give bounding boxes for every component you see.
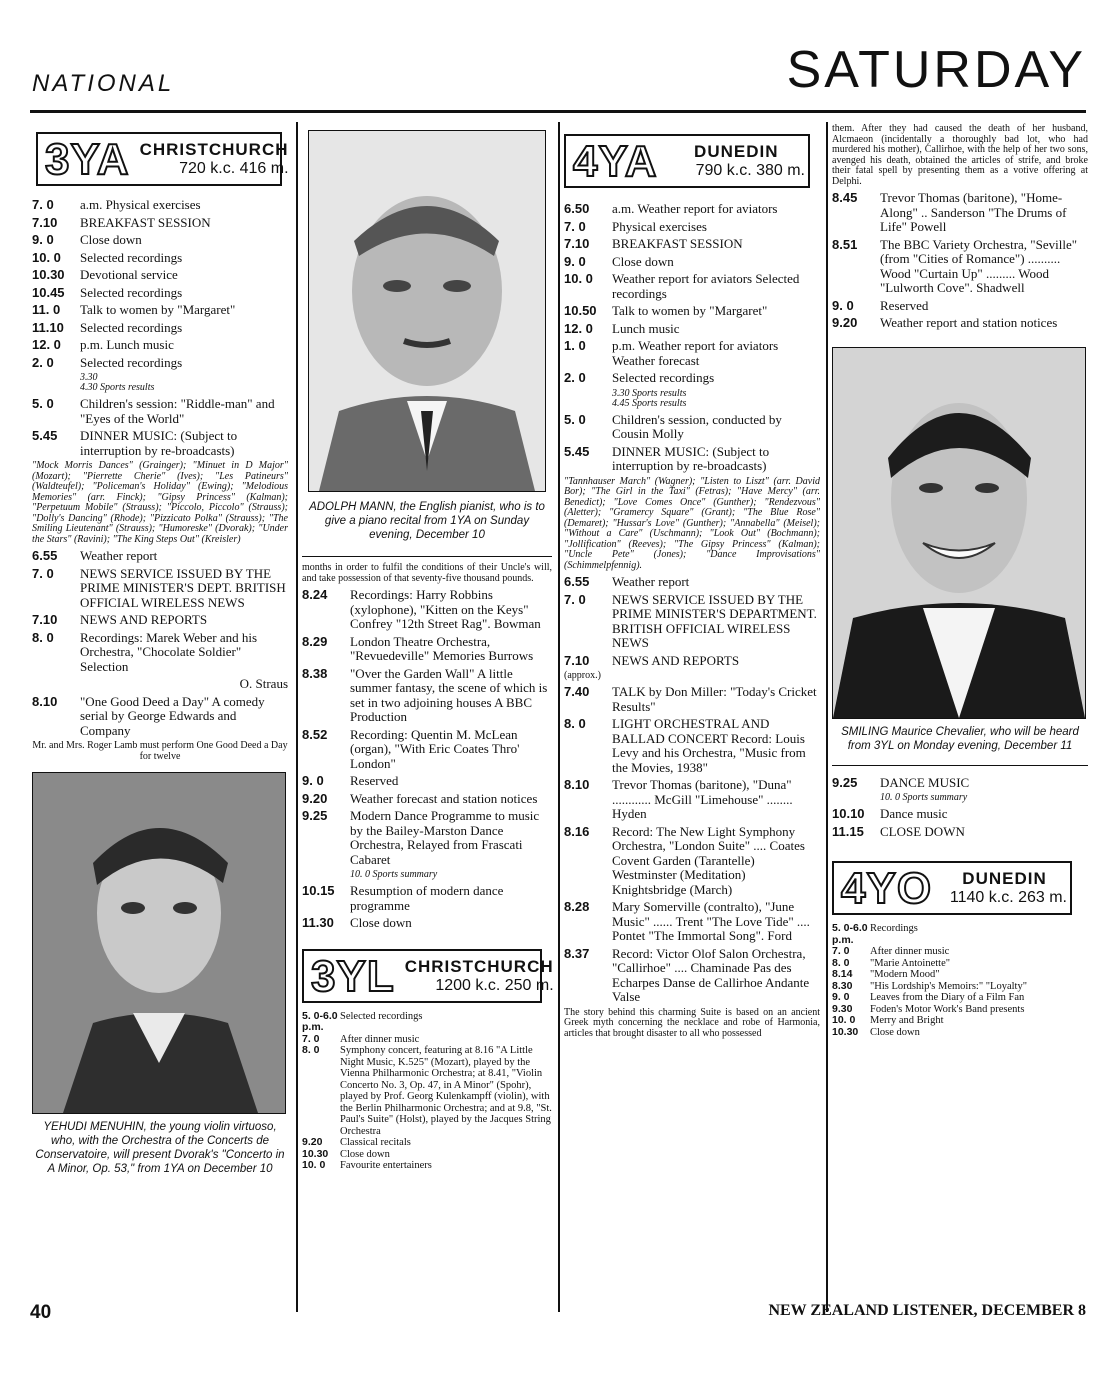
schedule-time: 8. 0	[302, 1044, 320, 1056]
schedule-item	[302, 792, 552, 807]
schedule-description: LIGHT ORCHESTRAL AND BALLAD CONCERT Record: Louis Levy and his Orchestra, "Music from the Movies, 1938"	[612, 716, 806, 775]
dinner-music-list: "Mock Morris Dances" (Grainger); "Minuet in D Major" (Mozart); "Pierrette Cherie" (Ives); "Les Patineurs" (Waldteufel); "Policeman's Holiday" (Ewing); "Melodious Memories" (arr. Finck); "Gipsy Princess" (Kalman); "Perpetuum Mobile" (Strauss); "Piccolo, Piccolo" (Strauss); "Dolly's Dancing" (Rhode); "Pizzicato Polka" (Strauss); "The Smiling Lieutenant" (Strauss); "Humoreske" (Dvorak); "Under the Stars" (Ravini); "The King Steps Out" (Kreisler)	[32, 460, 288, 545]
schedule-description: Children's session, conducted by Cousin Molly	[612, 411, 782, 441]
schedule-description: Weather report	[612, 574, 690, 589]
schedule-time: 8.45	[832, 190, 858, 205]
schedule-item	[564, 304, 820, 319]
schedule-description: Selected recordings	[612, 370, 715, 385]
schedule-description: Selected recordings	[340, 1010, 423, 1022]
schedule-item	[302, 916, 552, 931]
schedule-description: Recordings: Harry Robbins (xylophone), "Kitten on the Keys" Confrey "12th Street Rag". Bowman	[350, 587, 541, 631]
schedule-description: Weather forecast and station notices	[350, 790, 538, 806]
schedule-item	[564, 654, 820, 669]
schedule-item	[564, 202, 820, 217]
station-mark: 4YA	[573, 137, 658, 186]
schedule-description: Record: Victor Olof Salon Orchestra, "Callirhoe" .... Chaminade Pas des Echarpes Danse de Callirhoe Andante Valse	[612, 945, 810, 1004]
schedule-item	[32, 549, 288, 564]
schedule-description: After dinner music	[340, 1033, 420, 1045]
schedule-time: 11.30	[302, 915, 334, 930]
schedule-description: Recording: Quentin M. McLean (organ), "With Eric Coates Thro' London"	[350, 726, 520, 771]
schedule-time: 5.45	[32, 428, 58, 443]
schedule-item	[564, 685, 820, 714]
schedule-item	[564, 445, 820, 474]
schedule-item	[564, 339, 820, 368]
schedule-description: O. Straus	[239, 676, 288, 691]
schedule-time: 10. 0	[302, 1159, 326, 1171]
schedule-time: 11. 0	[32, 302, 61, 317]
schedule-time: 8. 0	[832, 956, 850, 969]
schedule-description: DINNER MUSIC: (Subject to interruption by re-broadcasts)	[80, 428, 238, 458]
schedule-time: 10.30	[302, 1147, 329, 1160]
schedule-time: 8.14	[832, 968, 853, 980]
schedule-item	[832, 1015, 1088, 1027]
schedule-item	[302, 667, 552, 725]
schedule-time: 8.38	[302, 665, 328, 681]
schedule-time: 10. 0	[832, 1014, 856, 1026]
station-frequency: 1140 k.c. 263 m.	[949, 889, 1067, 906]
schedule-description: Recordings: Marek Weber and his Orchestra, "Chocolate Soldier" Selection	[80, 629, 258, 674]
schedule-time: 7.10	[564, 236, 590, 251]
schedule-description: Merry and Bright	[870, 1015, 944, 1026]
network-label: NATIONAL	[32, 70, 175, 97]
photo-caption: ADOLPH MANN, the English pianist, who is to give a piano recital from 1YA on Sunday evening, December 10	[309, 501, 545, 541]
station-mark: 3YL	[311, 951, 395, 1001]
schedule-time: 7. 0	[564, 218, 586, 234]
photo-caption: SMILING Maurice Chevalier, who will be heard from 3YL on Monday evening, December 11	[841, 725, 1079, 752]
schedule-description: Recordings	[870, 923, 918, 934]
schedule-description: Talk to women by "Margaret"	[80, 302, 236, 317]
schedule-time: 11.15	[832, 823, 864, 839]
schedule-time: 9.25	[302, 808, 328, 823]
column-divider	[296, 122, 298, 1312]
schedule-item	[832, 238, 1088, 296]
schedule-item	[32, 631, 288, 675]
station-city: DUNEDIN	[694, 142, 779, 161]
schedule-item	[564, 778, 820, 822]
schedule-time: 8.10	[32, 693, 58, 709]
schedule-time: 1. 0	[564, 338, 586, 353]
schedule-item	[32, 303, 288, 318]
schedule-item	[564, 900, 820, 944]
schedule-description: Close down	[870, 1026, 920, 1038]
schedule-description: "Modern Mood"	[870, 969, 940, 980]
schedule-description: Selected recordings	[80, 354, 183, 370]
schedule-item	[32, 233, 288, 248]
schedule-description: "His Lordship's Memoirs:" "Loyalty"	[870, 980, 1027, 992]
sports-summary: 10. 0 Sports summary	[350, 869, 438, 880]
portrait-image	[33, 773, 285, 1113]
schedule-time: 8.37	[564, 945, 590, 961]
schedule-item	[302, 1160, 552, 1172]
schedule-description: Lunch music	[612, 320, 680, 336]
schedule-item	[564, 717, 820, 775]
schedule-time: 7.10	[32, 612, 58, 627]
schedule-item	[32, 251, 288, 266]
schedule-time: 10.30	[32, 267, 65, 282]
schedule-item	[302, 1011, 552, 1034]
schedule-description: "One Good Deed a Day" A comedy serial by George Edwards and Company	[80, 693, 265, 738]
schedule-description: Selected recordings	[80, 284, 183, 300]
schedule-description: DANCE MUSIC	[880, 774, 970, 790]
schedule-item	[32, 397, 288, 426]
schedule-time: 8.30	[832, 979, 853, 992]
portrait-image	[309, 131, 545, 491]
schedule-description: Devotional service	[80, 267, 178, 282]
schedule-item	[302, 728, 552, 772]
schedule-item	[564, 575, 820, 590]
header-rule	[30, 110, 1086, 113]
schedule-time: 8. 0	[32, 629, 54, 645]
column-divider	[558, 122, 560, 1312]
schedule-item	[564, 825, 820, 898]
schedule-item	[832, 825, 1088, 840]
schedule-description: Record: The New Light Symphony Orchestra, "London Suite" .... Coates Covent Garden (Tarantelle) Westminster (Meditation) Knightsbridge (March)	[612, 823, 805, 897]
schedule-time: 8.52	[302, 726, 328, 742]
schedule-time: 9.20	[302, 1136, 323, 1148]
schedule-item	[564, 220, 820, 235]
serial-note: Mr. and Mrs. Roger Lamb must perform One Good Deed a Day for twelve	[32, 740, 288, 762]
schedule-description: Leaves from the Diary of a Film Fan	[870, 992, 1025, 1003]
schedule-time: 10. 0	[564, 271, 593, 286]
schedule-description: Trevor Thomas (baritone), "Home-Along" .. Sanderson "The Drums of Life" Powell	[880, 190, 1067, 234]
schedule-time: 10.30	[832, 1025, 859, 1038]
sports-summary: 10. 0 Sports summary	[880, 792, 968, 803]
schedule-description: Dance music	[880, 806, 948, 821]
schedule-item	[832, 946, 1088, 958]
schedule-time	[32, 677, 80, 692]
schedule-description: Close down	[80, 232, 142, 247]
schedule-item	[832, 1004, 1088, 1016]
sports-results: 4.45 Sports results	[612, 397, 687, 409]
schedule-time: 9.25	[832, 774, 858, 790]
schedule-item	[32, 286, 288, 301]
schedule-time: 8.16	[564, 823, 590, 839]
schedule-item	[832, 969, 1088, 981]
schedule-description: p.m. Lunch music	[80, 337, 174, 352]
schedule-time: 9.30	[832, 1002, 853, 1015]
schedule-description: NEWS AND REPORTS	[612, 652, 740, 668]
schedule-item	[564, 593, 820, 651]
schedule-item	[302, 1034, 552, 1046]
schedule-description: Symphony concert, featuring at 8.16 "A Little Night Music, K.525" (Mozart), played by the Vienna Philharmonic Orchestra; at 8.41, "Violin Concerto No. 3, Op. 47, in A Minor" (Spohr), played by Prof. Georg Kulenkampff (violin), with the Berlin Philharmonic Orchestra; and at 9.8, "St. Paul's Suite" (Holst), played by the Jacques String Orchestra	[340, 1045, 552, 1137]
schedule-time: 9. 0	[32, 232, 54, 247]
schedule-item	[832, 992, 1088, 1004]
schedule-item	[32, 321, 288, 336]
station-frequency: 790 k.c. 380 m.	[695, 162, 805, 179]
photo-caption: YEHUDI MENUHIN, the young violin virtuoso, who, with the Orchestra of the Concerts de Conservatoire, will present Dvorak's "Concerto in A Minor, Op. 53," from 1YA on December 10	[35, 1121, 285, 1175]
station-logo-3ya	[36, 132, 289, 186]
sports-results: 3.30 Sports results	[612, 387, 687, 399]
schedule-description: Weather report and station notices	[880, 315, 1058, 330]
photo-adolph-mann	[308, 130, 546, 492]
schedule-time: 7. 0	[832, 945, 850, 957]
schedule-time: 9. 0	[832, 297, 854, 313]
schedule-item	[32, 216, 288, 231]
schedule-item	[302, 1045, 552, 1137]
station-city: CHRISTCHURCH	[404, 956, 554, 976]
schedule-description: London Theatre Orchestra, "Revuedeville" Memories Burrows	[350, 633, 534, 663]
schedule-time: 2. 0	[564, 370, 586, 385]
schedule-item	[564, 272, 820, 301]
schedule-time: 7. 0	[302, 1032, 320, 1045]
station-logo-3yl	[302, 949, 554, 1003]
schedule-description: DINNER MUSIC: (Subject to interruption by re-broadcasts)	[612, 443, 770, 473]
schedule-time: 8.10	[564, 777, 590, 792]
schedule-description: Children's session: "Riddle-man" and "Eyes of the World"	[80, 396, 275, 426]
publication-line: NEW ZEALAND LISTENER, DECEMBER 8	[768, 1302, 1086, 1319]
schedule-item	[832, 299, 1088, 314]
callirhoe-story: The story behind this charming Suite is based on an ancient Greek myth concerning the necklace and robe of Harmonia, articles that brought disaster to all who possessed	[564, 1006, 820, 1039]
schedule-time: 9.20	[302, 790, 328, 806]
schedule-description: Close down	[340, 1148, 390, 1160]
schedule-item	[302, 884, 552, 913]
schedule-time: 7. 0	[32, 197, 54, 212]
schedule-item	[832, 981, 1088, 993]
station-frequency: 720 k.c. 416 m.	[179, 160, 289, 177]
schedule-description: "Marie Antoinette"	[870, 957, 951, 969]
schedule-time: 8.51	[832, 236, 858, 252]
station-city: DUNEDIN	[962, 869, 1047, 888]
portrait-image	[833, 348, 1085, 718]
column-4ya	[564, 122, 820, 1043]
schedule-time: 6.55	[564, 574, 590, 589]
schedule-time: 10.45	[32, 284, 65, 300]
schedule-time: 9. 0	[832, 991, 850, 1003]
schedule-description: Reserved	[350, 773, 399, 788]
serial-continuation: months in order to fulfil the conditions of their Uncle's will, and take possession of that seventy-five thousand pounds.	[302, 562, 552, 584]
schedule-item	[302, 809, 552, 867]
schedule-item	[832, 191, 1088, 235]
schedule-time: 9. 0	[302, 773, 324, 788]
station-logo-4yo	[832, 861, 1072, 915]
schedule-time: 12. 0	[564, 320, 593, 336]
schedule-item	[832, 1027, 1088, 1039]
station-city: CHRISTCHURCH	[139, 140, 289, 159]
schedule-item	[832, 807, 1088, 822]
schedule-time: 7. 0	[564, 591, 586, 607]
schedule-description: a.m. Physical exercises	[80, 197, 201, 212]
station-mark: 4YO	[841, 864, 933, 913]
schedule-item	[564, 322, 820, 337]
station-frequency: 1200 k.c. 250 m.	[435, 976, 554, 994]
schedule-item	[832, 923, 1088, 946]
schedule-description: Close down	[350, 915, 412, 930]
schedule-item	[302, 1149, 552, 1161]
schedule-time: 9. 0	[564, 253, 586, 269]
station-mark: 3YA	[45, 135, 130, 184]
schedule-time: 9.20	[832, 315, 858, 330]
schedule-time: 6.50	[564, 201, 590, 216]
station-logo-4ya	[564, 134, 810, 188]
schedule-item	[564, 371, 820, 386]
column-2	[302, 122, 552, 1172]
schedule-description: Resumption of modern dance programme	[350, 883, 504, 913]
schedule-description: BREAKFAST SESSION	[80, 214, 211, 230]
schedule-description: NEWS AND REPORTS	[80, 612, 208, 627]
schedule-time: 10.50	[564, 303, 597, 318]
schedule-time: 8.28	[564, 899, 590, 914]
day-heading: SATURDAY	[786, 41, 1086, 99]
schedule-description: "Over the Garden Wall" A little summer fantasy, the scene of which is set in two adjoining houses A BBC Production	[350, 665, 548, 724]
schedule-item	[32, 268, 288, 283]
schedule-description: Close down	[612, 253, 674, 269]
schedule-time: 7.40	[564, 684, 590, 699]
sports-time: 3.30	[80, 372, 98, 383]
schedule-time: 11.10	[32, 319, 64, 335]
schedule-item	[32, 429, 288, 458]
page-number: 40	[30, 1302, 52, 1323]
schedule-item	[32, 695, 288, 739]
schedule-time: 8.24	[302, 587, 328, 602]
schedule-time: 5.45	[564, 443, 590, 459]
schedule-time: 7. 0	[32, 565, 54, 581]
photo-maurice-chevalier	[832, 347, 1086, 719]
schedule-description: After dinner music	[870, 946, 950, 957]
schedule-description: p.m. Weather report for aviators Weather forecast	[612, 338, 779, 368]
schedule-item	[302, 635, 552, 664]
schedule-description: TALK by Don Miller: "Today's Cricket Results"	[612, 684, 817, 714]
schedule-time: 5. 0-6.0 p.m.	[302, 1009, 338, 1033]
schedule-item	[32, 567, 288, 611]
schedule-description: NEWS SERVICE ISSUED BY THE PRIME MINISTER'S DEPT. BRITISH OFFICIAL WIRELESS NEWS	[80, 565, 286, 610]
approx-note: (approx.)	[564, 670, 601, 681]
schedule-time: 7.10	[564, 652, 590, 668]
schedule-description: Favourite entertainers	[340, 1160, 432, 1171]
schedule-item	[564, 947, 820, 1005]
schedule-description: Weather report	[80, 548, 158, 563]
schedule-time: 6.55	[32, 548, 58, 563]
schedule-description: The BBC Variety Orchestra, "Seville" (from "Cities of Romance") .......... Wood "Curtain Up" ......... Wood "Lulworth Cove". Shadwell	[880, 236, 1078, 295]
column-4	[832, 122, 1088, 1038]
schedule-description: Classical recitals	[340, 1137, 411, 1148]
schedule-description: Reserved	[880, 297, 929, 313]
schedule-item	[32, 356, 288, 371]
sports-results: 4.30 Sports results	[80, 382, 155, 393]
schedule-description: Talk to women by "Margaret"	[612, 303, 768, 318]
schedule-item	[32, 613, 288, 628]
schedule-description: Weather report for aviators Selected recordings	[612, 271, 800, 301]
schedule-item	[302, 774, 552, 789]
schedule-description: BREAKFAST SESSION	[612, 236, 743, 251]
schedule-item	[832, 776, 1088, 791]
schedule-item	[564, 237, 820, 252]
schedule-description: Trevor Thomas (baritone), "Duna" ............ McGill "Limehouse" ........ Hyden	[612, 777, 793, 821]
schedule-description: Selected recordings	[80, 319, 183, 335]
schedule-item	[564, 413, 820, 442]
schedule-description: Physical exercises	[612, 218, 707, 234]
schedule-item	[32, 338, 288, 353]
schedule-item	[32, 198, 288, 213]
schedule-time: 5. 0-6.0 p.m.	[832, 922, 868, 946]
schedule-description: a.m. Weather report for aviators	[612, 201, 778, 216]
schedule-description: CLOSE DOWN	[880, 823, 965, 839]
column-3ya	[32, 122, 288, 1176]
schedule-description: Mary Somerville (contralto), "June Music" ...... Trent "The Love Tide" .... Pontet "The Immortal Song". Ford	[612, 899, 810, 943]
photo-yehudi-menuhin	[32, 772, 286, 1114]
schedule-time: 10. 0	[32, 249, 61, 265]
dinner-music-list: "Tannhauser March" (Wagner); "Listen to Liszt" (arr. David Bor); "The Girl in the Taxi" (Fetras); "Have Mercy" (arr. Benedict); "Love Comes Once" (Gunther); "Rendezvous" (Aletter); "Gramercy Square" (Grant); "The Blue Rose" (Demaret); "Hussar's Love" (Gunther); "Annabella" (Meisel); "Without a Care" (Uschmann); "Look Out" (Bochmann); "Jollification" (Reeves); "The Gipsy Princess" (Kalman); "Uncle Pete" (Jones); "Dance Improvisations" (Schimmelpfennig).	[564, 475, 820, 571]
schedule-description: Modern Dance Programme to music by the Bailey-Marston Dance Orchestra, Relayed from Frascati Cabaret	[350, 808, 540, 867]
schedule-time: 12. 0	[32, 337, 61, 352]
schedule-item	[564, 255, 820, 270]
schedule-item	[832, 316, 1088, 331]
schedule-time: 5. 0	[564, 411, 586, 427]
schedule-time: 10.10	[832, 806, 865, 821]
schedule-description: Foden's Motor Work's Band presents	[870, 1003, 1025, 1015]
schedule-time: 7.10	[32, 214, 58, 230]
schedule-time: 8.29	[302, 633, 328, 649]
schedule-item	[32, 677, 288, 692]
schedule-description: Selected recordings	[80, 249, 183, 265]
schedule-time: 5. 0	[32, 396, 54, 411]
schedule-time: 2. 0	[32, 354, 54, 370]
story-continuation: them. After they had caused the death of her husband, Alcmaeon (incidentally a thoroughly bad lot, who had murdered his mother), Callirhoe, with the help of her two sons, avenged his death, obtained the articles of strife, and broke their fatal spell by presenting them as a votive offering at Delphi.	[832, 123, 1088, 187]
column-divider	[826, 122, 828, 1312]
schedule-description: NEWS SERVICE ISSUED BY THE PRIME MINISTER'S DEPARTMENT. BRITISH OFFICIAL WIRELESS NEWS	[612, 591, 817, 650]
schedule-item	[302, 1137, 552, 1149]
schedule-item	[832, 958, 1088, 970]
schedule-time: 10.15	[302, 883, 335, 898]
schedule-item	[302, 588, 552, 632]
schedule-time: 8. 0	[564, 716, 586, 731]
